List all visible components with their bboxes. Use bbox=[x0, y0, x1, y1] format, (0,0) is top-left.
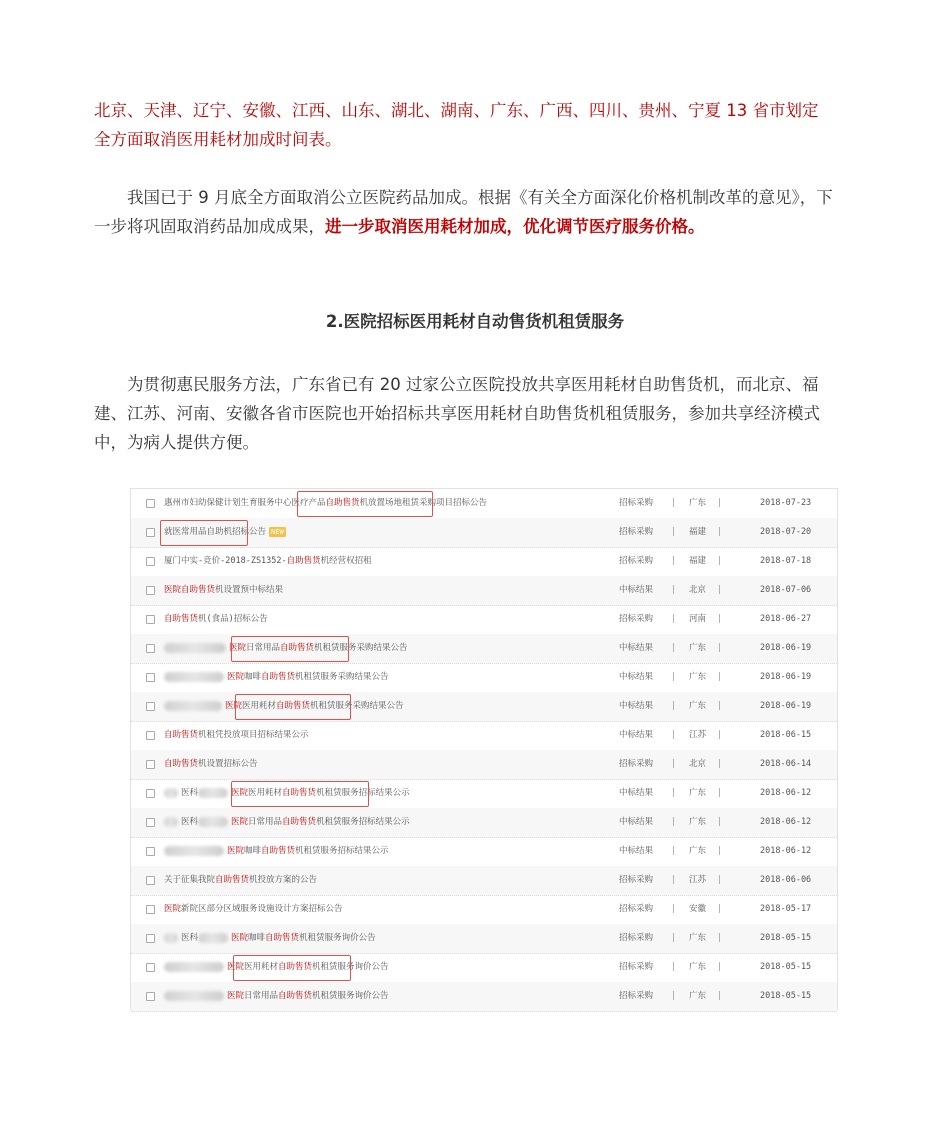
row-date: 2018-06-12 bbox=[760, 846, 812, 856]
row-title-link[interactable] bbox=[164, 721, 309, 750]
title-prefix: 医科 bbox=[181, 933, 199, 943]
row-separator: | bbox=[671, 527, 677, 537]
table-row[interactable] bbox=[131, 895, 837, 925]
row-title-link[interactable] bbox=[164, 605, 268, 634]
row-checkbox[interactable] bbox=[146, 992, 155, 1001]
row-checkbox[interactable] bbox=[146, 789, 155, 798]
row-separator: | bbox=[671, 817, 677, 827]
row-date: 2018-07-18 bbox=[760, 556, 812, 566]
title-keyword: 医院 bbox=[229, 643, 247, 653]
row-separator: | bbox=[671, 730, 677, 740]
row-separator: | bbox=[671, 991, 677, 1001]
title-keyword: 自助售货 bbox=[261, 846, 296, 856]
row-title-link[interactable] bbox=[164, 808, 410, 837]
row-type: 中标结果 bbox=[619, 817, 654, 827]
title-prefix: 厦门中实-竞价-2018-ZS1352- bbox=[164, 556, 287, 566]
row-checkbox[interactable] bbox=[146, 702, 155, 711]
section-heading: 2.医院招标医用耗材自动售货机租赁服务 bbox=[325, 312, 625, 331]
row-checkbox[interactable] bbox=[146, 847, 155, 856]
row-separator: | bbox=[671, 614, 677, 624]
redacted-text bbox=[164, 846, 224, 856]
row-separator: | bbox=[717, 498, 723, 508]
row-separator: | bbox=[717, 875, 723, 885]
title-text: 日常用品 bbox=[246, 643, 281, 653]
row-title-link[interactable] bbox=[164, 547, 372, 576]
row-checkbox[interactable] bbox=[146, 673, 155, 682]
row-type: 招标采购 bbox=[619, 933, 654, 943]
row-title-link[interactable] bbox=[164, 692, 404, 721]
redacted-text bbox=[164, 701, 222, 711]
row-separator: | bbox=[717, 817, 723, 827]
row-separator: | bbox=[717, 730, 723, 740]
redacted-text bbox=[164, 933, 178, 943]
row-separator: | bbox=[671, 585, 677, 595]
redacted-text bbox=[198, 788, 228, 798]
row-checkbox[interactable] bbox=[146, 586, 155, 595]
row-separator: | bbox=[671, 933, 677, 943]
row-separator: | bbox=[717, 701, 723, 711]
row-separator: | bbox=[717, 527, 723, 537]
paragraph-policy-text: 我国已于 9 月底全方面取消公立医院药品加成。根据《有关全方面深化价格机制改革的意见》，下一步将巩固取消药品加成成果， bbox=[94, 188, 833, 236]
new-badge: NEW bbox=[271, 527, 284, 536]
title-prefix: 关于征集我院 bbox=[164, 875, 216, 885]
title-keyword: 自助售货 bbox=[280, 643, 315, 653]
redacted-text bbox=[164, 643, 226, 653]
title-keyword: 自助售货 bbox=[282, 788, 317, 798]
row-checkbox[interactable] bbox=[146, 818, 155, 827]
title-text: 机设置招标公告 bbox=[198, 759, 258, 769]
table-row[interactable] bbox=[131, 547, 837, 577]
row-region: 广东 bbox=[689, 962, 707, 972]
title-text: 咖啡 bbox=[248, 933, 266, 943]
title-keyword: 医院 bbox=[227, 991, 245, 1001]
row-region: 广东 bbox=[689, 846, 707, 856]
title-keyword: 自助售货 bbox=[261, 672, 296, 682]
row-title-link[interactable] bbox=[164, 489, 487, 518]
row-date: 2018-06-19 bbox=[760, 643, 812, 653]
title-text: 新院区部分区域服务设施设计方案招标公告 bbox=[181, 904, 343, 914]
row-type: 中标结果 bbox=[619, 730, 654, 740]
redacted-text bbox=[164, 672, 224, 682]
title-keyword: 自助售货 bbox=[278, 962, 313, 972]
row-region: 江苏 bbox=[689, 875, 707, 885]
row-separator: | bbox=[717, 788, 723, 798]
row-type: 中标结果 bbox=[619, 846, 654, 856]
row-separator: | bbox=[671, 904, 677, 914]
row-separator: | bbox=[717, 904, 723, 914]
row-date: 2018-06-12 bbox=[760, 788, 812, 798]
row-date: 2018-07-20 bbox=[760, 527, 812, 537]
table-row[interactable] bbox=[131, 634, 837, 664]
row-region: 广东 bbox=[689, 643, 707, 653]
row-date: 2018-06-19 bbox=[760, 672, 812, 682]
row-separator: | bbox=[671, 701, 677, 711]
title-keyword: 自助售货 bbox=[286, 556, 321, 566]
row-title-link[interactable] bbox=[164, 518, 286, 547]
title-text: 机放置场地租赁采购项目招标公告 bbox=[359, 498, 488, 508]
row-separator: | bbox=[717, 991, 723, 1001]
title-keyword: 自助售货 bbox=[276, 701, 311, 711]
title-keyword: 自助售货 bbox=[282, 817, 317, 827]
table-row[interactable] bbox=[131, 692, 837, 722]
title-keyword: 自助售货 bbox=[265, 933, 300, 943]
row-separator: | bbox=[717, 614, 723, 624]
row-title-link[interactable] bbox=[164, 924, 376, 953]
row-date: 2018-05-15 bbox=[760, 991, 812, 1001]
title-keyword: 自助售货 bbox=[164, 759, 199, 769]
row-separator: | bbox=[671, 672, 677, 682]
paragraph-policy-bold: 进一步取消医用耗材加成，优化调节医疗服务价格。 bbox=[325, 217, 705, 236]
title-suffix: 机租赁服务招标结果公示 bbox=[316, 817, 410, 827]
title-prefix: 医科 bbox=[181, 817, 199, 827]
row-region: 广东 bbox=[689, 498, 707, 508]
row-type: 中标结果 bbox=[619, 643, 654, 653]
row-region: 广东 bbox=[689, 817, 707, 827]
row-type: 中标结果 bbox=[619, 585, 654, 595]
table-row[interactable] bbox=[131, 721, 837, 751]
row-type: 招标采购 bbox=[619, 614, 654, 624]
row-checkbox[interactable] bbox=[146, 557, 155, 566]
row-checkbox[interactable] bbox=[146, 644, 155, 653]
row-region: 河南 bbox=[689, 614, 707, 624]
row-separator: | bbox=[671, 759, 677, 769]
row-title-link[interactable] bbox=[164, 750, 258, 779]
row-title-link[interactable] bbox=[164, 953, 389, 982]
title-keyword: 自助售货 bbox=[278, 991, 313, 1001]
table-row[interactable] bbox=[131, 576, 837, 606]
title-keyword: 自助售货 bbox=[215, 875, 250, 885]
row-date: 2018-05-15 bbox=[760, 962, 812, 972]
redacted-text bbox=[198, 817, 228, 827]
row-title-link[interactable] bbox=[164, 663, 389, 692]
row-separator: | bbox=[717, 933, 723, 943]
row-region: 广东 bbox=[689, 788, 707, 798]
title-suffix: 机租赁服务采购结果公告 bbox=[310, 701, 404, 711]
row-checkbox[interactable] bbox=[146, 499, 155, 508]
row-date: 2018-06-15 bbox=[760, 730, 812, 740]
row-region: 福建 bbox=[689, 527, 707, 537]
row-separator: | bbox=[717, 556, 723, 566]
table-row[interactable] bbox=[131, 982, 837, 1012]
table-row[interactable] bbox=[131, 605, 837, 635]
row-title-link[interactable] bbox=[164, 982, 389, 1011]
table-row[interactable] bbox=[131, 663, 837, 693]
row-separator: | bbox=[717, 643, 723, 653]
title-keyword: 医院 bbox=[231, 788, 249, 798]
title-keyword: 自助售货 bbox=[325, 498, 360, 508]
row-checkbox[interactable] bbox=[146, 528, 155, 537]
table-row[interactable] bbox=[131, 518, 837, 548]
tender-list-screenshot bbox=[130, 488, 838, 1010]
table-row[interactable] bbox=[131, 750, 837, 780]
row-title-link[interactable] bbox=[164, 779, 410, 808]
row-checkbox[interactable] bbox=[146, 905, 155, 914]
row-checkbox[interactable] bbox=[146, 731, 155, 740]
row-title-link[interactable] bbox=[164, 576, 283, 605]
row-title-link[interactable] bbox=[164, 866, 317, 895]
row-region: 安徽 bbox=[689, 904, 707, 914]
title-suffix: 机租赁服务采购结果公告 bbox=[295, 672, 389, 682]
row-region: 江苏 bbox=[689, 730, 707, 740]
row-type: 招标采购 bbox=[619, 556, 654, 566]
table-row[interactable] bbox=[131, 837, 837, 867]
title-keyword: 医院 bbox=[227, 846, 245, 856]
redacted-text bbox=[164, 788, 178, 798]
row-separator: | bbox=[717, 672, 723, 682]
title-keyword: 医院 bbox=[164, 904, 182, 914]
table-row[interactable] bbox=[131, 953, 837, 983]
table-row[interactable] bbox=[131, 866, 837, 896]
title-text: 日常用品 bbox=[244, 991, 279, 1001]
row-separator: | bbox=[671, 643, 677, 653]
row-region: 广东 bbox=[689, 701, 707, 711]
title-keyword: 自助售货 bbox=[164, 614, 199, 624]
title-keyword: 医院自助售货 bbox=[164, 585, 216, 595]
title-suffix: 机租赁服务招标结果公示 bbox=[316, 788, 410, 798]
row-type: 招标采购 bbox=[619, 962, 654, 972]
title-text: 日常用品 bbox=[248, 817, 283, 827]
table-row[interactable] bbox=[131, 808, 837, 838]
title-text: 咖啡 bbox=[244, 846, 262, 856]
row-separator: | bbox=[671, 498, 677, 508]
title-text: 机(食品)招标公告 bbox=[198, 614, 268, 624]
row-type: 招标采购 bbox=[619, 875, 654, 885]
redacted-text bbox=[164, 962, 224, 972]
row-checkbox[interactable] bbox=[146, 760, 155, 769]
title-text: 机设置预中标结果 bbox=[215, 585, 284, 595]
row-region: 福建 bbox=[689, 556, 707, 566]
row-type: 招标采购 bbox=[619, 527, 654, 537]
row-date: 2018-05-17 bbox=[760, 904, 812, 914]
redacted-text bbox=[164, 817, 178, 827]
row-region: 广东 bbox=[689, 933, 707, 943]
row-separator: | bbox=[671, 962, 677, 972]
paragraph-policy bbox=[94, 183, 834, 241]
row-separator: | bbox=[671, 788, 677, 798]
title-text: 咖啡 bbox=[244, 672, 262, 682]
row-type: 招标采购 bbox=[619, 498, 654, 508]
row-separator: | bbox=[671, 556, 677, 566]
title-text: 机租凭投放项目招标结果公示 bbox=[198, 730, 309, 740]
table-row[interactable] bbox=[131, 924, 837, 954]
row-separator: | bbox=[717, 962, 723, 972]
row-region: 北京 bbox=[689, 759, 707, 769]
row-title-link[interactable] bbox=[164, 895, 343, 924]
row-date: 2018-06-14 bbox=[760, 759, 812, 769]
title-keyword: 医院 bbox=[227, 672, 245, 682]
title-keyword: 医院 bbox=[231, 933, 249, 943]
table-row[interactable] bbox=[131, 489, 837, 519]
row-separator: | bbox=[717, 846, 723, 856]
row-date: 2018-06-27 bbox=[760, 614, 812, 624]
title-suffix: 机租赁服务询价公告 bbox=[312, 991, 389, 1001]
row-region: 广东 bbox=[689, 672, 707, 682]
row-date: 2018-06-06 bbox=[760, 875, 812, 885]
redacted-text bbox=[164, 991, 224, 1001]
row-type: 招标采购 bbox=[619, 759, 654, 769]
row-date: 2018-07-23 bbox=[760, 498, 812, 508]
row-title-link[interactable] bbox=[164, 837, 389, 866]
title-text: 机投放方案的公告 bbox=[249, 875, 318, 885]
row-region: 北京 bbox=[689, 585, 707, 595]
row-separator: | bbox=[671, 846, 677, 856]
row-type: 中标结果 bbox=[619, 788, 654, 798]
row-checkbox[interactable] bbox=[146, 934, 155, 943]
row-type: 中标结果 bbox=[619, 672, 654, 682]
row-type: 招标采购 bbox=[619, 991, 654, 1001]
row-date: 2018-05-15 bbox=[760, 933, 812, 943]
title-text: 机经营权招租 bbox=[320, 556, 372, 566]
row-checkbox[interactable] bbox=[146, 963, 155, 972]
title-keyword: 医院 bbox=[227, 962, 245, 972]
row-date: 2018-07-06 bbox=[760, 585, 812, 595]
title-keyword: 自助售货 bbox=[164, 730, 199, 740]
title-text: 医用耗材 bbox=[248, 788, 283, 798]
table-row[interactable] bbox=[131, 779, 837, 809]
row-separator: | bbox=[717, 759, 723, 769]
row-type: 中标结果 bbox=[619, 701, 654, 711]
title-text: 医用耗材 bbox=[242, 701, 277, 711]
title-suffix: 机租赁服务采购结果公告 bbox=[314, 643, 408, 653]
row-date: 2018-06-19 bbox=[760, 701, 812, 711]
row-date: 2018-06-12 bbox=[760, 817, 812, 827]
paragraph-vending: 为贯彻惠民服务方法，广东省已有 20 过家公立医院投放共享医用耗材自助售货机，而北京、福建、江苏、河南、安徽各省市医院也开始招标共享医用耗材自助售货机租赁服务，参加共享经济模式中，为病人提供方便。 bbox=[94, 375, 820, 452]
title-prefix: 就医常用品自助机招标公告 bbox=[164, 527, 267, 537]
title-keyword: 医院 bbox=[225, 701, 243, 711]
row-title-link[interactable] bbox=[164, 634, 408, 663]
redacted-text bbox=[198, 933, 228, 943]
paragraph-provinces: 北京、天津、辽宁、安徽、江西、山东、湖北、湖南、广东、广西、四川、贵州、宁夏 13 省市划定全方面取消医用耗材加成时间表。 bbox=[94, 101, 819, 149]
title-prefix: 惠州市妇幼保健计划生育服务中心医疗产品 bbox=[164, 498, 326, 508]
title-text: 医用耗材 bbox=[244, 962, 279, 972]
row-separator: | bbox=[671, 875, 677, 885]
row-separator: | bbox=[717, 585, 723, 595]
title-suffix: 机租赁服务询价公告 bbox=[312, 962, 389, 972]
title-suffix: 机租赁服务询价公告 bbox=[299, 933, 376, 943]
row-type: 招标采购 bbox=[619, 904, 654, 914]
row-checkbox[interactable] bbox=[146, 876, 155, 885]
row-region: 广东 bbox=[689, 991, 707, 1001]
row-checkbox[interactable] bbox=[146, 615, 155, 624]
title-keyword: 医院 bbox=[231, 817, 249, 827]
title-prefix: 医科 bbox=[181, 788, 199, 798]
title-suffix: 机租赁服务招标结果公示 bbox=[295, 846, 389, 856]
